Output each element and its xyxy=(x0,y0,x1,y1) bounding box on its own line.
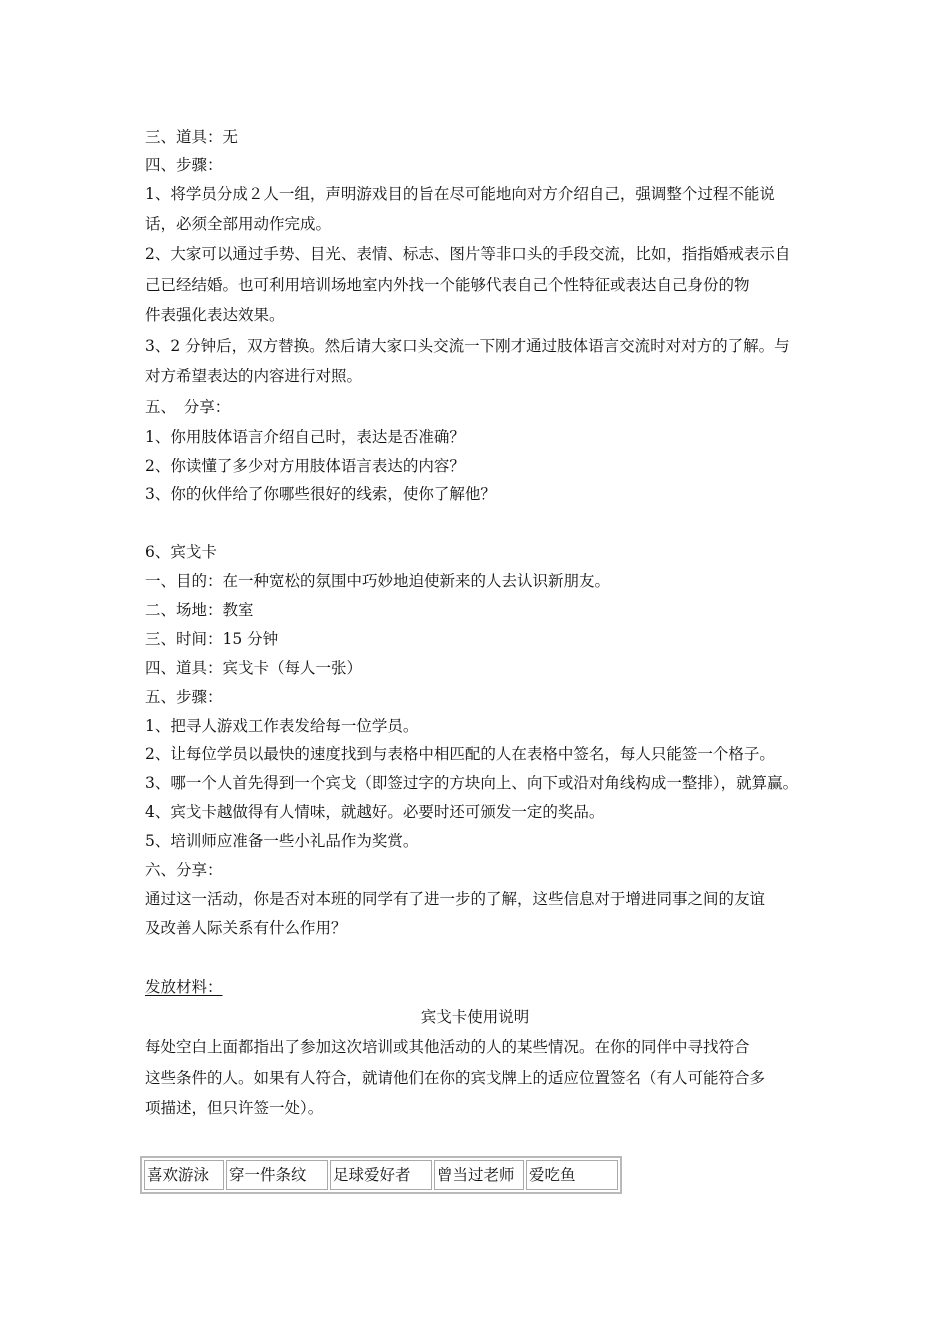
handout-desc-line-1: 每处空白上面都指出了参加这次培训或其他活动的人的某些情况。在你的同伴中寻找符合 xyxy=(145,1038,750,1056)
steps-heading-2: 五、步骤： xyxy=(145,688,223,706)
share-heading: 五、 分享： xyxy=(145,398,231,416)
section-title: 6、宾戈卡 xyxy=(145,543,217,561)
bingo-step-2: 2、让每位学员以最快的速度找到与表格中相匹配的人在表格中签名，每人只能签一个格子。 xyxy=(145,745,775,763)
bingo-cell: 足球爱好者 xyxy=(330,1160,432,1190)
handout-heading: 发放材料： xyxy=(145,978,223,996)
props-line: 三、道具：无 xyxy=(145,128,239,146)
step-2-line-1: 2、大家可以通过手势、目光、表情、标志、图片等非口头的手段交流，比如，指指婚戒表示自 xyxy=(145,245,791,263)
handout-desc-line-2: 这些条件的人。如果有人符合，就请他们在你的宾戈牌上的适应位置签名（有人可能符合多 xyxy=(145,1069,766,1087)
share-heading-2: 六、分享： xyxy=(145,861,223,879)
step-1-line-2: 话，必须全部用动作完成。 xyxy=(145,215,332,233)
bingo-step-5: 5、培训师应准备一些小礼品作为奖赏。 xyxy=(145,832,419,850)
bingo-cell: 穿一件条纹 xyxy=(226,1160,328,1190)
share-item-3: 3、你的伙伴给了你哪些很好的线索，使你了解他？ xyxy=(145,485,496,503)
step-1-line-1: 1、将学员分成２人一组，声明游戏目的旨在尽可能地向对方介绍自己，强调整个过程不能说 xyxy=(145,185,775,203)
share-text-line-1: 通过这一活动，你是否对本班的同学有了进一步的了解，这些信息对于增进同事之间的友谊 xyxy=(145,890,766,908)
bingo-cell: 喜欢游泳 xyxy=(144,1160,224,1190)
props-line-2: 四、道具：宾戈卡（每人一张） xyxy=(145,659,363,677)
steps-heading: 四、步骤： xyxy=(145,156,223,174)
handout-title: 宾戈卡使用说明 xyxy=(420,1008,530,1026)
step-2-line-3: 件表强化表达效果。 xyxy=(145,306,285,324)
bingo-step-3: 3、哪一个人首先得到一个宾戈（即签过字的方块向上、向下或沿对角线构成一整排），就算赢。 xyxy=(145,774,799,792)
step-2-line-2: 己已经结婚。也可利用培训场地室内外找一个能够代表自己个性特征或表达自己身份的物 xyxy=(145,276,750,294)
purpose-line: 一、目的：在一种宽松的氛围中巧妙地迫使新来的人去认识新朋友。 xyxy=(145,572,611,590)
bingo-step-1: 1、把寻人游戏工作表发给每一位学员。 xyxy=(145,717,419,735)
share-text-line-2: 及改善人际关系有什么作用？ xyxy=(145,919,347,937)
share-item-1: 1、你用肢体语言介绍自己时，表达是否准确？ xyxy=(145,428,465,446)
time-line: 三、时间：15 分钟 xyxy=(145,630,279,648)
bingo-step-4: 4、宾戈卡越做得有人情味，就越好。必要时还可颁发一定的奖品。 xyxy=(145,803,605,821)
handout-desc-line-3: 项描述，但只许签一处）。 xyxy=(145,1099,324,1117)
share-item-2: 2、你读懂了多少对方用肢体语言表达的内容？ xyxy=(145,457,465,475)
bingo-card-table xyxy=(140,1156,622,1194)
bingo-cell: 爱吃鱼 xyxy=(526,1160,618,1190)
table-row xyxy=(144,1160,618,1190)
step-3-line-2: 对方希望表达的内容进行对照。 xyxy=(145,367,363,385)
venue-line: 二、场地：教室 xyxy=(145,601,254,619)
step-3-line-1: 3、2 分钟后，双方替换。然后请大家口头交流一下刚才通过肢体语言交流时对对方的了解。与 xyxy=(145,337,790,355)
bingo-cell: 曾当过老师 xyxy=(434,1160,524,1190)
